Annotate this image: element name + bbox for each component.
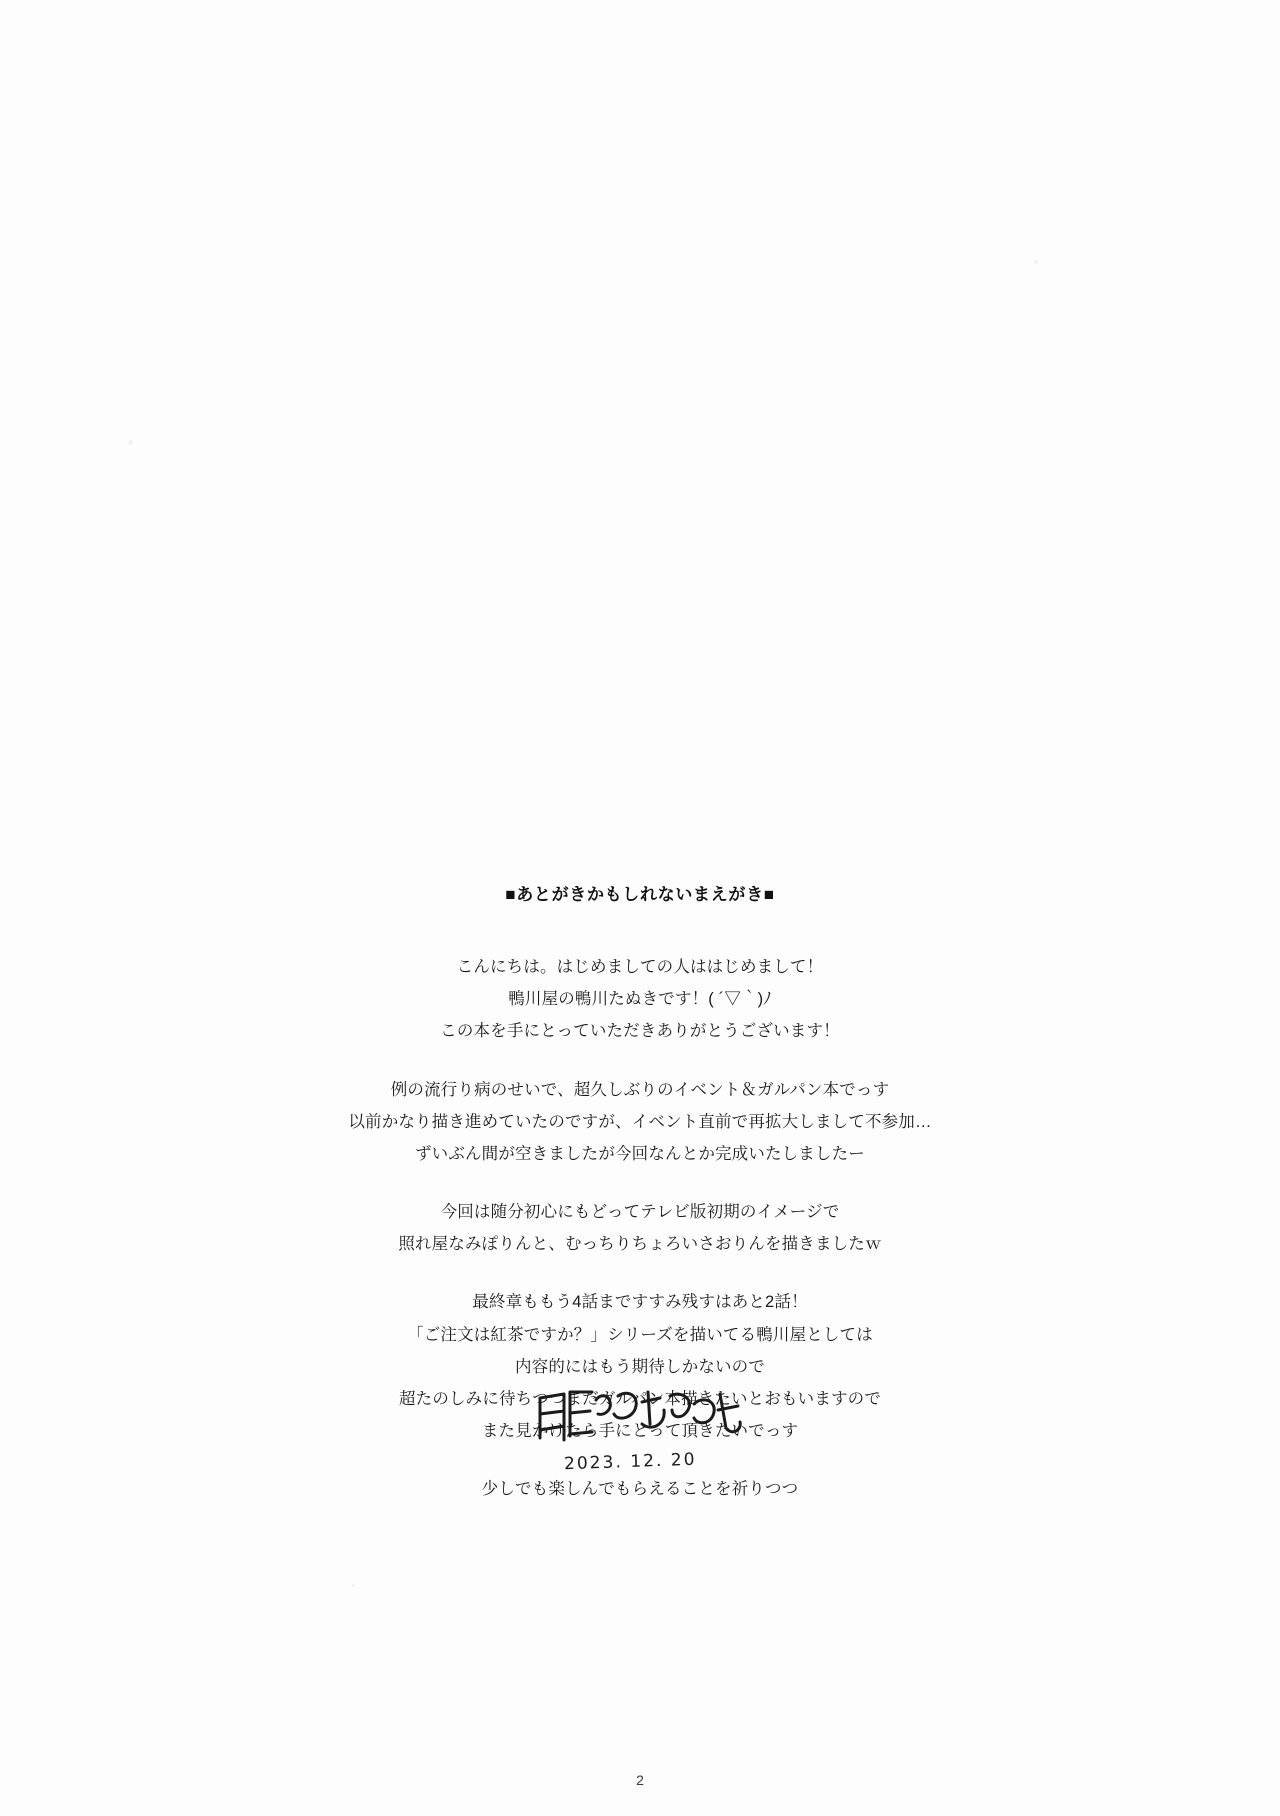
afterword-line: 例の流行り病のせいで、超久しぶりのイベント＆ガルパン本でっす (390, 1080, 890, 1099)
afterword-line: 鴨川屋の鴨川たぬきです！( ´▽｀)ﾉ (508, 990, 772, 1009)
afterword-line: 今回は随分初心にもどってテレビ版初期のイメージで (440, 1203, 840, 1222)
afterword-line: 少しでも楽しんでもらえることを祈りつつ (481, 1480, 799, 1499)
afterword-heading: ■あとがきかもしれないまえがき■ (505, 885, 775, 904)
page-number: 2 (636, 1772, 644, 1788)
afterword-line: 超たのしみに待ちつつまだガルパン本描きたいとおもいますので (399, 1389, 881, 1408)
afterword-line: こんにちは。はじめましての人ははじめまして！ (456, 958, 824, 976)
afterword-line: この本を手にとっていただきありがとうございます！ (440, 1022, 840, 1041)
afterword-line: 照れ屋なみぽりんと、むっちりちょろいさおりんを描きましたｗ (398, 1235, 882, 1254)
signature-block (0, 1380, 1280, 1495)
afterword-paragraph (210, 1074, 1070, 1171)
signature (530, 1380, 750, 1490)
afterword-line: 「ご注文は紅茶ですか？」シリーズを描いてる鴨川屋としては (407, 1325, 873, 1344)
paper-speck (1034, 260, 1038, 264)
handwritten-signature-icon (530, 1380, 750, 1490)
afterword-line: ずいぶん間が空きましたが今回なんとか完成いたしましたー (415, 1144, 865, 1163)
signature-date: 2023. 12. 20 (563, 1449, 697, 1475)
afterword-paragraph (210, 951, 1070, 1048)
paper-speck (352, 1584, 355, 1587)
afterword-line: 最終章ももう4話まですすみ残すはあと2話！ (472, 1293, 808, 1312)
afterword-line: また見かけたら手にとって頂きたいでっす (481, 1422, 799, 1441)
paper-speck (128, 440, 133, 445)
afterword-line: 内容的にはもう期待しかないので (515, 1357, 765, 1376)
afterword-paragraph (210, 1196, 1070, 1260)
afterword-line: 以前かなり描き進めていたのですが、イベント直前で再拡大しまして不参加… (348, 1112, 932, 1131)
